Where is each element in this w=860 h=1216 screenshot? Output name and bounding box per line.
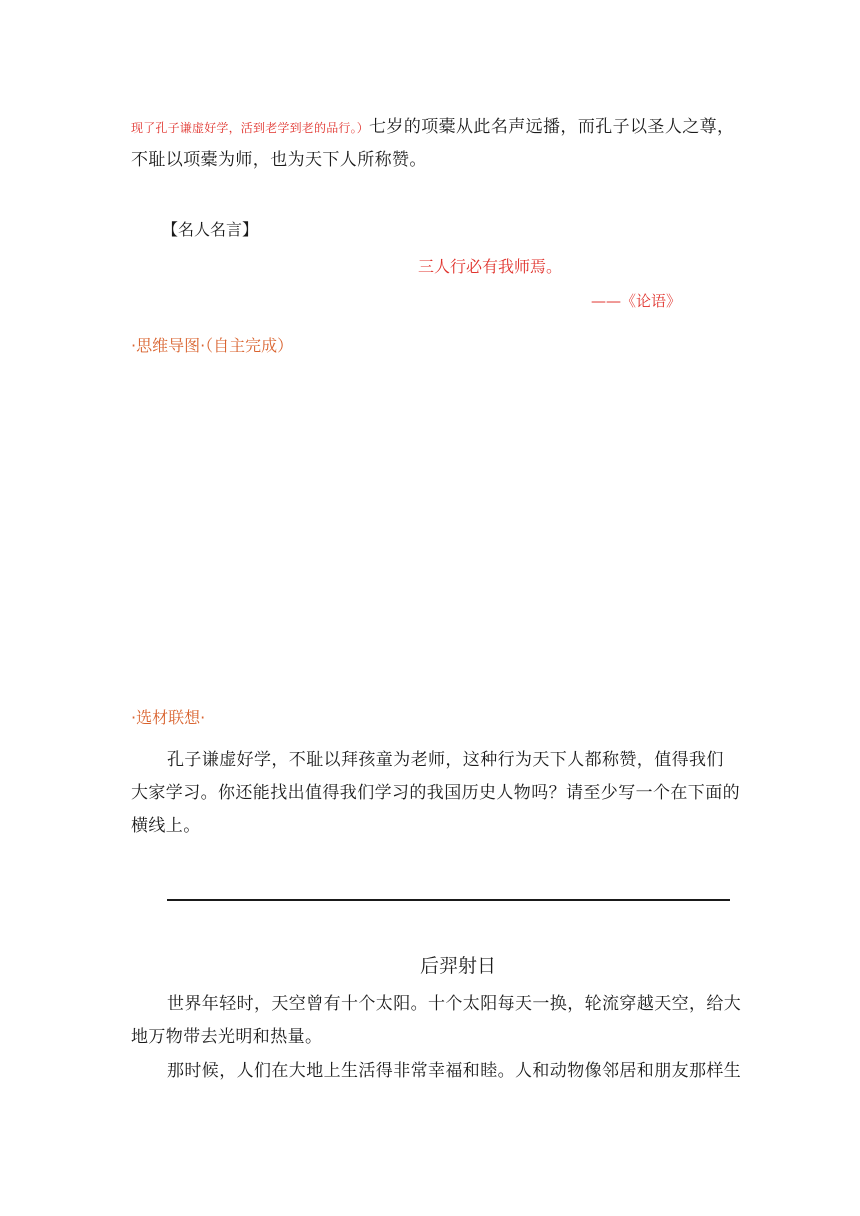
material-heading: ·选材联想· <box>131 708 206 727</box>
material-line-2: 大家学习。你还能找出值得我们学习的我国历史人物吗？请至少写一个在下面的 <box>131 783 740 803</box>
story-line-3: 那时候，人们在大地上生活得非常幸福和睦。人和动物像邻居和朋友那样生 <box>167 1061 742 1081</box>
story-title: 后羿射日 <box>420 955 497 977</box>
material-line-3: 横线上。 <box>131 816 201 836</box>
famous-quote-text: 三人行必有我师焉。 <box>418 257 563 276</box>
famous-quote-heading: 【名人名言】 <box>162 220 259 239</box>
famous-quote-source: ——《论语》 <box>591 292 682 310</box>
intro-line-1 <box>131 112 734 137</box>
mind-map-heading: ·思维导图·（自主完成） <box>131 336 294 355</box>
answer-blank-line[interactable] <box>167 899 730 901</box>
intro-red-annotation: 现了孔子谦虚好学，活到老学到老的品行。） <box>131 121 370 135</box>
material-line-1: 孔子谦虚好学，不耻以拜孩童为老师，这种行为天下人都称赞，值得我们 <box>167 750 724 770</box>
intro-line-2: 不耻以项橐为师，也为天下人所称赞。 <box>131 150 427 170</box>
story-line-1: 世界年轻时，天空曾有十个太阳。十个太阳每天一换，轮流穿越天空，给大 <box>167 994 742 1014</box>
intro-line-1-text: 七岁的项橐从此名声远播，而孔子以圣人之尊， <box>369 117 735 137</box>
story-line-2: 地万物带去光明和热量。 <box>131 1027 323 1047</box>
